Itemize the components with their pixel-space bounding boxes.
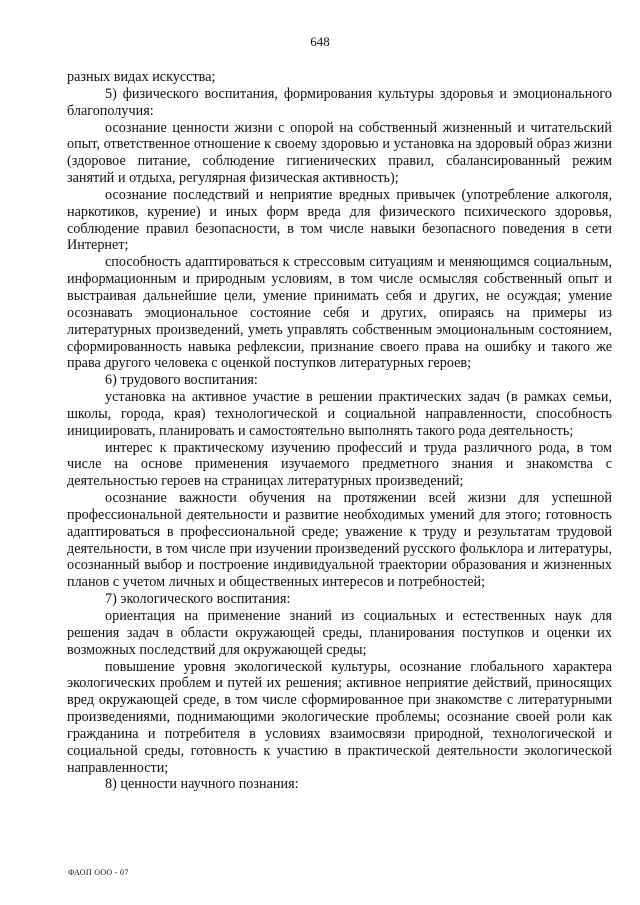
page-number: 648 [310, 34, 330, 49]
body-text [67, 69, 612, 793]
footer-code: ФАОП ООО - 07 [68, 868, 129, 877]
paragraph: разных видах искусства; [67, 69, 216, 85]
paragraph: осознание важности обучения на протяжении всей жизни для успешной профессиональной деятельности и развитие необходимых умений для этого; готовность адаптироваться в профессиональной среде; уважение к труду и результатам трудовой деятельности, в том числе при изучении произведений русского фольклора и литературы, осознанный выбор и построение индивидуальной траектории образования и жизненных планов с учетом личных и общественных интересов и потребностей; [67, 490, 612, 591]
paragraph: 8) ценности научного познания: [105, 776, 299, 793]
paragraph: интерес к практическому изучению профессий и труда различного рода, в том числе на основе применения изучаемого предметного знания и знакомства с деятельностью героев на страницах литературных произведений; [67, 439, 612, 490]
paragraph: 5) физического воспитания, формирования культуры здоровья и эмоционального благополучия: [67, 85, 612, 119]
paragraph: ориентация на применение знаний из социальных и естественных наук для решения задач в области окружающей среды, планирования поступков и оценки их возможных последствий для окружающей среды; [67, 608, 612, 658]
paragraph: способность адаптироваться к стрессовым ситуациям и меняющимся социальным, информационным и природным условиям, в том числе осмысляя собственный опыт и выстраивая дальнейшие цели, умение принимать себя и других, не осуждая; умение осознавать эмоциональное состояние себя и других, опираясь на примеры из литературных произведений, уметь управлять собственным эмоциональным состоянием, сформированность навыка рефлексии, признание своего права на ошибку и такого же права другого человека с оценкой поступков литературных героев; [67, 254, 612, 372]
paragraph: осознание последствий и неприятие вредных привычек (употребление алкоголя, наркотиков, курение) и иных форм вреда для физического психического здоровья, соблюдение правил безопасности, в том числе навыки безопасного поведения в сети Интернет; [67, 186, 612, 254]
paragraph: осознание ценности жизни с опорой на собственный жизненный и читательский опыт, ответственное отношение к своему здоровью и установка на здоровый образ жизни (здоровое питание, соблюдение гигиенических правил, сбалансированный режим занятий и отдыха, регулярная физическая активность); [67, 119, 612, 187]
paragraph: установка на активное участие в решении практических задач (в рамках семьи, школы, города, края) технологической и социальной направленности, способность инициировать, планировать и самостоятельно выполнять такого рода деятельность; [67, 389, 612, 439]
paragraph: повышение уровня экологической культуры, осознание глобального характера экологических проблем и путей их решения; активное неприятие действий, приносящих вред окружающей среде, в том числе сформированное при знакомстве с литературными произведениями, поднимающими экологические проблемы; осознание своей роли как гражданина и потребителя в условиях взаимосвязи природной, технологической и социальной среды, готовность к участию в практической деятельности экологической направленности; [67, 658, 612, 776]
paragraph: 7) экологического воспитания: [105, 591, 291, 608]
paragraph: 6) трудового воспитания: [105, 372, 258, 389]
